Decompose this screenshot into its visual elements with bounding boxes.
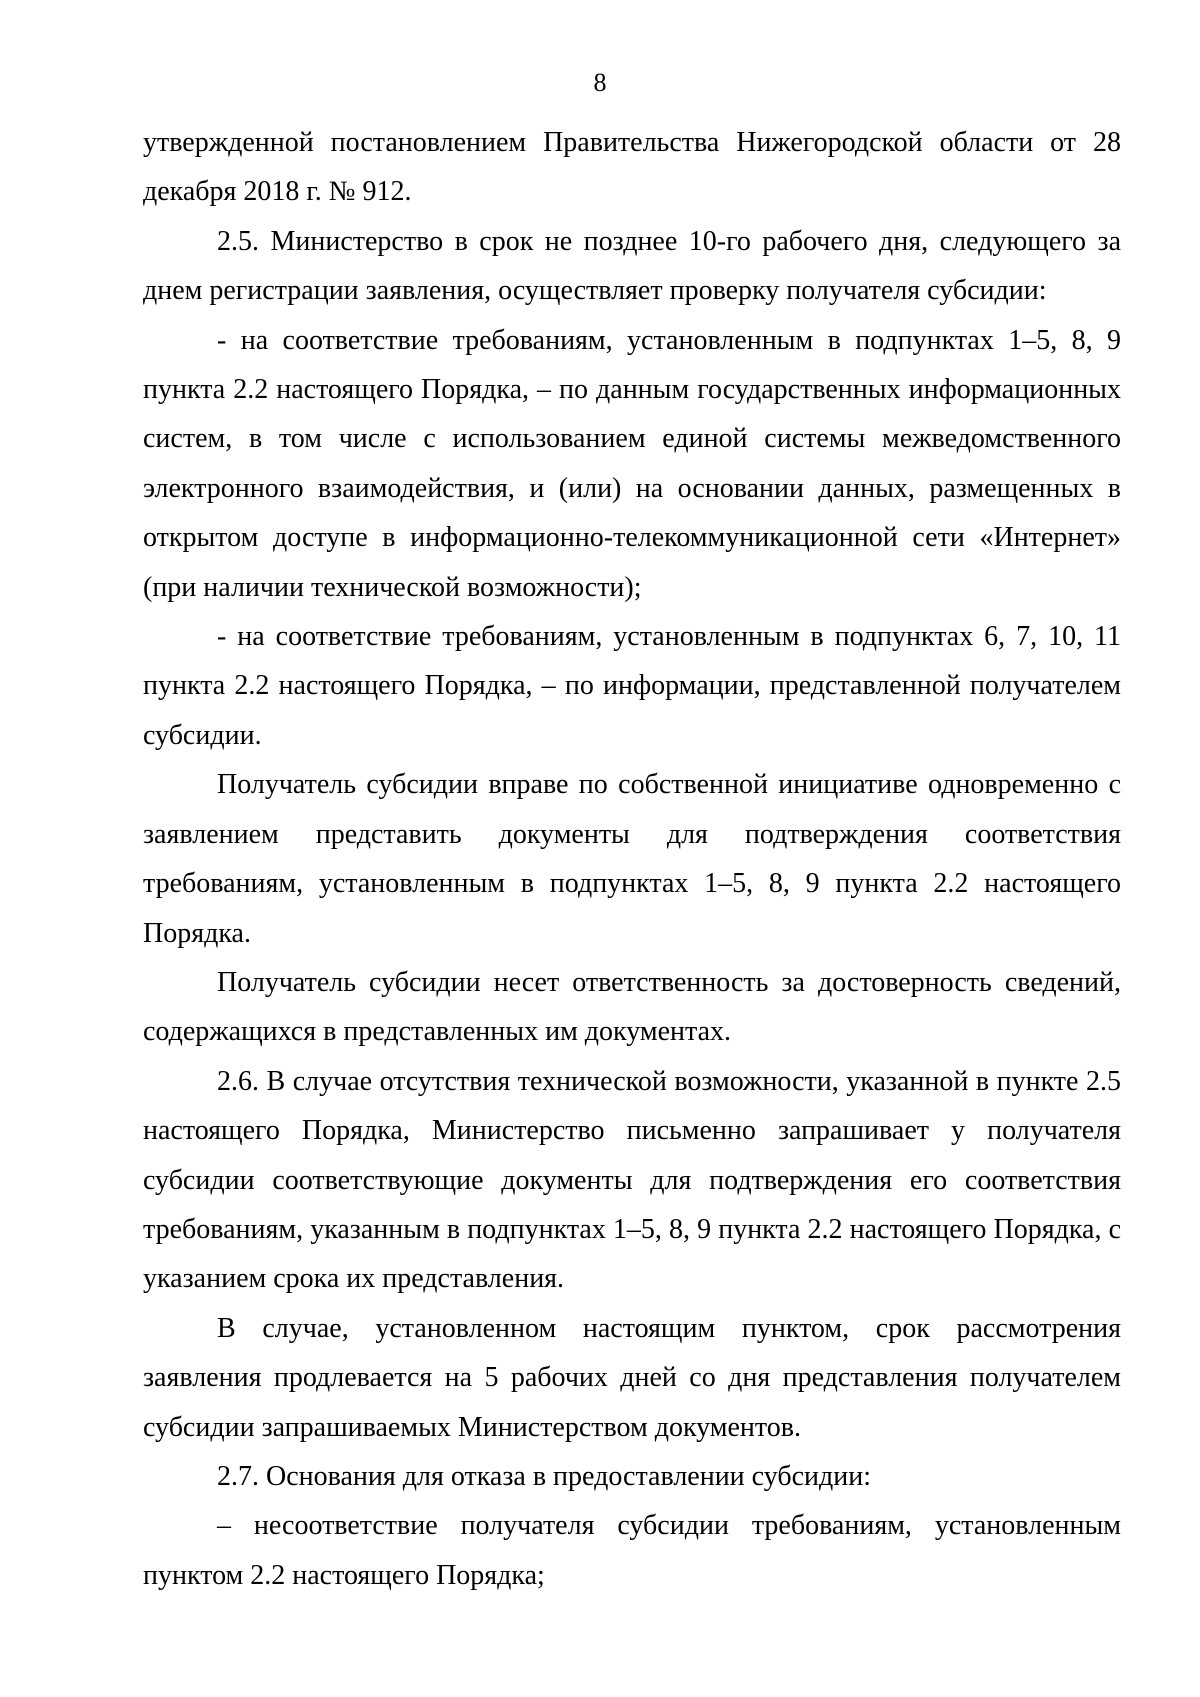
- paragraph-2-5: 2.5. Министерство в срок не позднее 10-го рабочего дня, следующего за днем регистрации заявления, осуществляет проверку получателя субсидии:: [143, 225, 1121, 307]
- paragraph-2-7: 2.7. Основания для отказа в предоставлении субсидии:: [217, 1460, 872, 1492]
- paragraph-term-extension: В случае, установленном настоящим пунктом, срок рассмотрения заявления продлевается на 5 рабочих дней со дня представления получателем субсидии запрашиваемых Министерством документов.: [143, 1312, 1121, 1443]
- paragraph-responsibility: Получатель субсидии несет ответственность за достоверность сведений, содержащихся в представленных им документах.: [143, 966, 1121, 1048]
- document-body: [143, 118, 1121, 1600]
- list-item-check-1: - на соответствие требованиям, установленным в подпунктах 1–5, 8, 9 пункта 2.2 настоящего Порядка, – по данным государственных информационных систем, в том числе с использованием единой системы межведомственного электронного взаимодействия, и (или) на основании данных, размещенных в открытом доступе в информационно-телекоммуникационной сети «Интернет» (при наличии технической возможности);: [143, 324, 1121, 603]
- paragraph-own-initiative: Получатель субсидии вправе по собственной инициативе одновременно с заявлением представить документы для подтверждения соответствия требованиям, установленным в подпунктах 1–5, 8, 9 пункта 2.2 настоящего Порядка.: [143, 769, 1121, 949]
- page-number: 8: [593, 68, 607, 97]
- paragraph-continuation: утвержденной постановлением Правительства Нижегородской области от 28 декабря 2018 г. № 912.: [143, 127, 1121, 208]
- list-item-check-2: - на соответствие требованиям, установленным в подпунктах 6, 7, 10, 11 пункта 2.2 настоящего Порядка, – по информации, представленной получателем субсидии.: [143, 621, 1121, 751]
- list-item-refusal-1: – несоответствие получателя субсидии требованиям, установленным пунктом 2.2 настоящего Порядка;: [143, 1510, 1121, 1591]
- paragraph-2-6: 2.6. В случае отсутствия технической возможности, указанной в пункте 2.5 настоящего Порядка, Министерство письменно запрашивает у получателя субсидии соответствующие документы для подтверждения его соответствия требованиям, указанным в подпунктах 1–5, 8, 9 пункта 2.2 настоящего Порядка, с указанием срока их представления.: [143, 1065, 1121, 1295]
